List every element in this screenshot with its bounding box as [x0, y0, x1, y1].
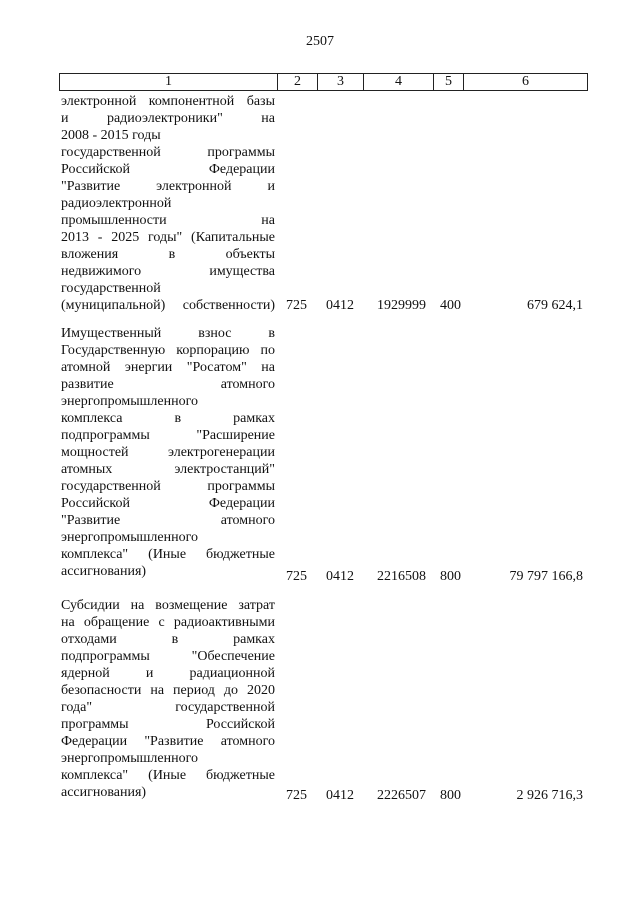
table-header [59, 73, 588, 91]
description-line: подпрограммы "Расширение [61, 428, 275, 443]
cell-target-code: 2216508 [377, 569, 426, 584]
description-line: Российской Федерации [61, 496, 275, 511]
header-col-1: 1 [60, 74, 278, 91]
description-line: недвижимого имущества [61, 264, 275, 279]
description-line: подпрограммы "Обеспечение [61, 649, 275, 664]
description-line: комплекса" (Иные бюджетные [61, 768, 275, 783]
description-line: (муниципальной) собственности) [61, 298, 275, 313]
description-line: года" государственной [61, 700, 275, 715]
description-line: вложения в объекты [61, 247, 275, 262]
cell-section-code: 0412 [326, 788, 354, 803]
description-line: "Развитие электронной и [61, 179, 275, 194]
description-line: безопасности на период до 2020 [61, 683, 275, 698]
description-line: Имущественный взнос в [61, 326, 275, 341]
description-line: атомных электростанций" [61, 462, 275, 477]
header-col-3: 3 [318, 74, 364, 91]
cell-section-code: 0412 [326, 569, 354, 584]
description-line: ядерной и радиационной [61, 666, 275, 681]
header-col-5: 5 [434, 74, 464, 91]
header-col-6: 6 [464, 74, 588, 91]
cell-expense-type: 800 [440, 788, 461, 803]
description-line: энергопромышленного [61, 394, 198, 409]
description-line: "Развитие атомного [61, 513, 275, 528]
cell-amount: 79 797 166,8 [509, 569, 583, 584]
cell-ministry-code: 725 [286, 788, 307, 803]
description-line: Российской Федерации [61, 162, 275, 177]
cell-amount: 2 926 716,3 [516, 788, 583, 803]
cell-ministry-code: 725 [286, 298, 307, 313]
cell-expense-type: 400 [440, 298, 461, 313]
description-line: мощностей электрогенерации [61, 445, 275, 460]
description-line: энергопромышленного [61, 751, 198, 766]
description-line: развитие атомного [61, 377, 275, 392]
cell-section-code: 0412 [326, 298, 354, 313]
header-col-2: 2 [278, 74, 318, 91]
row-description [61, 93, 275, 314]
description-line: Субсидии на возмещение затрат [61, 598, 275, 613]
description-line: комплекса в рамках [61, 411, 275, 426]
description-line: Государственную корпорацию по [61, 343, 275, 358]
cell-target-code: 2226507 [377, 788, 426, 803]
description-line: электронной компонентной базы [61, 94, 275, 109]
cell-amount: 679 624,1 [527, 298, 583, 313]
cell-ministry-code: 725 [286, 569, 307, 584]
description-line: государственной программы [61, 145, 275, 160]
description-line: ассигнования) [61, 564, 147, 579]
page-number: 2507 [306, 34, 334, 49]
description-line: программы Российской [61, 717, 275, 732]
row-description [61, 597, 275, 801]
description-line: отходами в рамках [61, 632, 275, 647]
description-line: промышленности на [61, 213, 275, 228]
description-line: Федерации "Развитие атомного [61, 734, 275, 749]
description-line: 2008 - 2015 годы [61, 128, 161, 143]
description-line: радиоэлектронной [61, 196, 172, 211]
description-line: 2013 - 2025 годы" (Капитальные [61, 230, 275, 245]
header-col-4: 4 [364, 74, 434, 91]
description-line: государственной [61, 281, 161, 296]
row-description [61, 325, 275, 580]
description-line: энергопромышленного [61, 530, 198, 545]
description-line: ассигнования) [61, 785, 147, 800]
cell-expense-type: 800 [440, 569, 461, 584]
description-line: и радиоэлектроники" на [61, 111, 275, 126]
description-line: атомной энергии "Росатом" на [61, 360, 275, 375]
description-line: комплекса" (Иные бюджетные [61, 547, 275, 562]
description-line: государственной программы [61, 479, 275, 494]
description-line: на обращение с радиоактивными [61, 615, 275, 630]
cell-target-code: 1929999 [377, 298, 426, 313]
